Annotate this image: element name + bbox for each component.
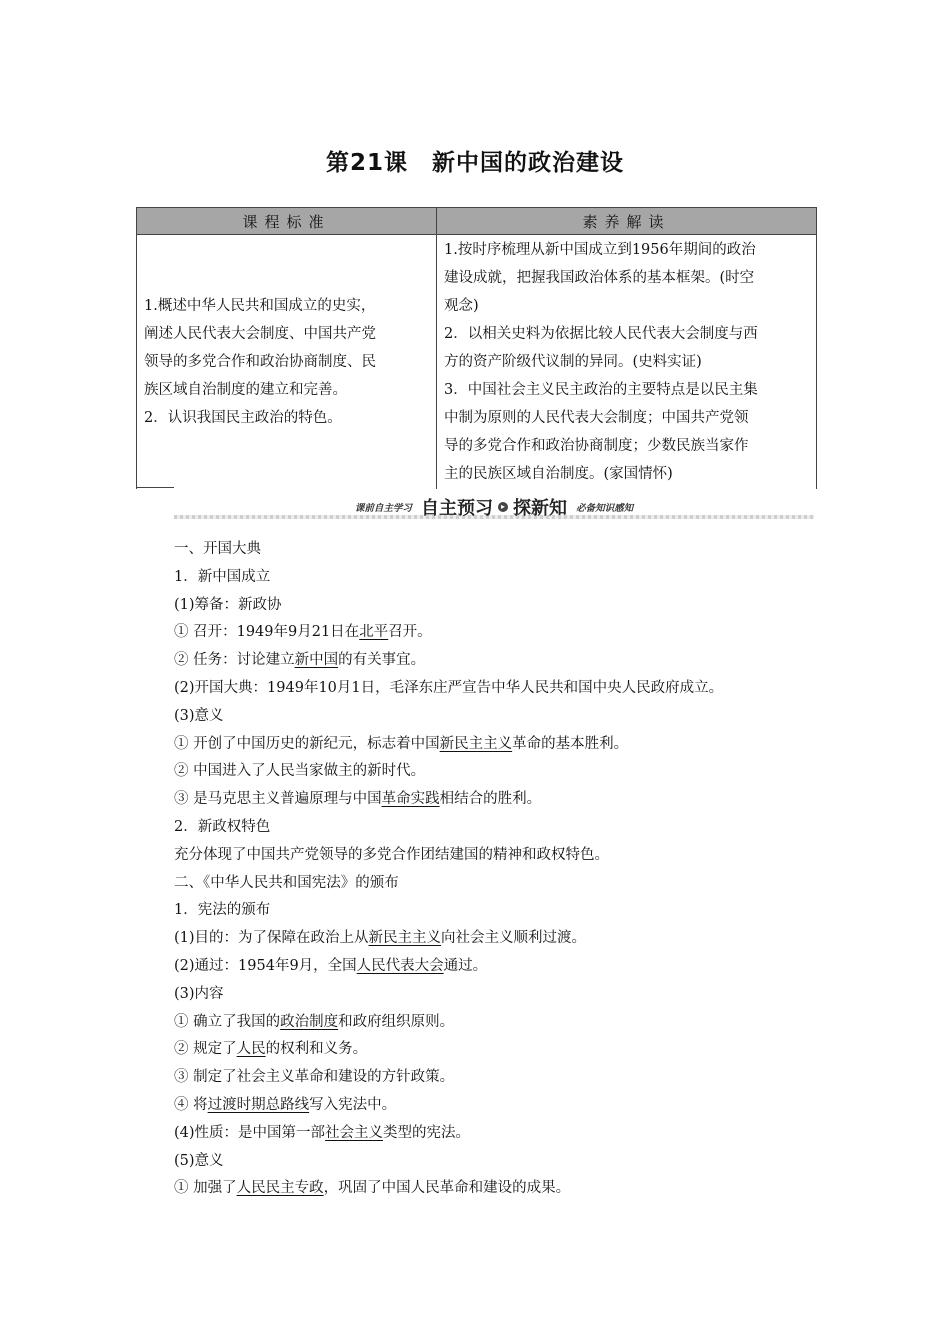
text-segment: (1)目的：为了保障在政治上从 bbox=[174, 930, 369, 947]
content-line bbox=[174, 953, 824, 981]
content-line bbox=[174, 675, 824, 703]
text-segment: 充分体现了中国共产党领导的多党合作团结建国的精神和政权特色。 bbox=[174, 846, 609, 863]
text-segment: 1．新中国成立 bbox=[174, 568, 271, 585]
key-term: 新中国 bbox=[294, 652, 339, 669]
header-literacy-interpretation: 素养解读 bbox=[437, 208, 817, 235]
text-segment: ② 规定了 bbox=[174, 1041, 237, 1058]
text-segment: 通过。 bbox=[443, 957, 488, 974]
banner-right-caption: 必备知识感知 bbox=[576, 503, 634, 514]
table-bottom-rule bbox=[136, 487, 174, 488]
content-line bbox=[174, 870, 824, 898]
banner-left-caption: 课前自主学习 bbox=[354, 503, 412, 514]
key-term: 北平 bbox=[359, 624, 389, 641]
content-line bbox=[174, 814, 824, 842]
text-segment: ② 中国进入了人民当家做主的新时代。 bbox=[174, 763, 426, 780]
content-line bbox=[174, 703, 824, 731]
content-line bbox=[174, 731, 824, 759]
key-term: 政治制度 bbox=[280, 1013, 339, 1030]
content-line bbox=[174, 536, 824, 564]
content-line bbox=[174, 842, 824, 870]
text-segment: 二、《中华人民共和国宪法》的颁布 bbox=[174, 874, 399, 891]
text-segment: (1)筹备：新政协 bbox=[174, 596, 282, 613]
text-segment: ③ 制定了社会主义革命和建设的方针政策。 bbox=[174, 1069, 455, 1086]
content-line bbox=[174, 925, 824, 953]
literacy-interpretation-cell bbox=[437, 235, 817, 490]
literacy-line: 导的多党合作和政治协商制度；少数民族当家作 bbox=[444, 438, 749, 454]
standard-line: 1.概述中华人民共和国成立的史实， bbox=[144, 298, 376, 314]
text-segment: ① 确立了我国的 bbox=[174, 1013, 281, 1030]
lesson-title: 第21课 新中国的政治建设 bbox=[325, 150, 624, 176]
text-segment: 向社会主义顺利过渡。 bbox=[441, 930, 587, 947]
standard-line: 阐述人民代表大会制度、中国共产党 bbox=[144, 326, 376, 342]
literacy-line: 1.按时序梳理从新中国成立到1956年期间的政治 bbox=[444, 242, 756, 258]
text-segment: 1．宪法的颁布 bbox=[174, 902, 271, 919]
text-segment: 革命的基本胜利。 bbox=[512, 735, 629, 752]
content-line bbox=[174, 1148, 824, 1176]
literacy-line: 建设成就，把握我国政治体系的基本框架。(时空 bbox=[444, 270, 755, 286]
text-segment: 的有关事宜。 bbox=[338, 652, 426, 669]
content-line bbox=[174, 1064, 824, 1092]
content-line bbox=[174, 1175, 824, 1203]
key-term: 新民主主义 bbox=[368, 930, 442, 947]
header-curriculum-standard: 课程标准 bbox=[137, 208, 437, 235]
content-line bbox=[174, 981, 824, 1009]
text-segment: (5)意义 bbox=[174, 1152, 224, 1169]
content-line bbox=[174, 1036, 824, 1064]
key-term: 人民代表大会 bbox=[356, 957, 444, 974]
text-segment: (2)开国大典：1949年10月1日，毛泽东庄严宣告中华人民共和国中央人民政府成立。 bbox=[174, 679, 724, 696]
content-line bbox=[174, 564, 824, 592]
preview-content bbox=[174, 536, 824, 1203]
curriculum-table bbox=[136, 207, 817, 489]
text-segment: 2．新政权特色 bbox=[174, 818, 271, 835]
text-segment: (4)性质：是中国第一部 bbox=[174, 1124, 326, 1141]
text-segment: 写入宪法中。 bbox=[309, 1096, 397, 1113]
text-segment: (3)内容 bbox=[174, 985, 224, 1002]
text-segment: ② 任务：讨论建立 bbox=[174, 652, 295, 669]
standard-line: 领导的多党合作和政治协商制度、民 bbox=[144, 354, 376, 370]
section-banner bbox=[174, 492, 814, 526]
text-segment: ④ 将 bbox=[174, 1096, 208, 1113]
content-line bbox=[174, 1092, 824, 1120]
content-line bbox=[174, 1120, 824, 1148]
content-line bbox=[174, 619, 824, 647]
text-segment: ① 开创了中国历史的新纪元，标志着中国 bbox=[174, 735, 440, 752]
text-segment: 的权利和义务。 bbox=[265, 1041, 368, 1058]
text-segment: 召开。 bbox=[388, 624, 432, 641]
key-term: 过渡时期总路线 bbox=[207, 1096, 310, 1113]
curriculum-standard-cell bbox=[137, 235, 437, 490]
content-line bbox=[174, 758, 824, 786]
text-segment: 类型的宪法。 bbox=[383, 1124, 471, 1141]
text-segment: (3)意义 bbox=[174, 707, 224, 724]
key-term: 社会主义 bbox=[325, 1124, 384, 1141]
text-segment: 一、开国大典 bbox=[174, 541, 261, 557]
key-term: 人民 bbox=[236, 1041, 266, 1058]
banner-main-title-a: 自主预习 bbox=[421, 498, 493, 519]
literacy-line: 主的民族区域自治制度。(家国情怀) bbox=[444, 466, 673, 482]
standard-line: 族区域自治制度的建立和完善。 bbox=[144, 382, 347, 398]
key-term: 新民主主义 bbox=[439, 735, 513, 752]
content-line bbox=[174, 786, 824, 814]
literacy-line: 观念) bbox=[444, 298, 479, 314]
text-segment: ③ 是马克思主义普遍原理与中国 bbox=[174, 791, 382, 808]
standard-line: 2．认识我国民主政治的特色。 bbox=[144, 410, 342, 426]
text-segment: ① 加强了 bbox=[174, 1180, 237, 1197]
content-line bbox=[174, 647, 824, 675]
literacy-line: 2．以相关史料为依据比较人民代表大会制度与西 bbox=[444, 326, 758, 342]
text-segment: ，巩固了中国人民革命和建设的成果。 bbox=[323, 1180, 571, 1197]
content-line bbox=[174, 1009, 824, 1037]
text-segment: 相结合的胜利。 bbox=[439, 791, 542, 808]
key-term: 人民民主专政 bbox=[236, 1180, 324, 1197]
content-line bbox=[174, 592, 824, 620]
literacy-line: 方的资产阶级代议制的异同。(史料实证) bbox=[444, 354, 702, 370]
arrow-right-icon: ▸ bbox=[498, 502, 508, 512]
content-line bbox=[174, 897, 824, 925]
literacy-line: 中制为原则的人民代表大会制度；中国共产党领 bbox=[444, 410, 749, 426]
text-segment: 和政府组织原则。 bbox=[338, 1013, 455, 1030]
text-segment: ① 召开：1949年9月21日在 bbox=[174, 624, 360, 641]
key-term: 革命实践 bbox=[381, 791, 440, 808]
literacy-line: 3．中国社会主义民主政治的主要特点是以民主集 bbox=[444, 382, 758, 398]
banner-main-title-b: 探新知 bbox=[513, 498, 567, 519]
text-segment: (2)通过：1954年9月，全国 bbox=[174, 957, 357, 974]
